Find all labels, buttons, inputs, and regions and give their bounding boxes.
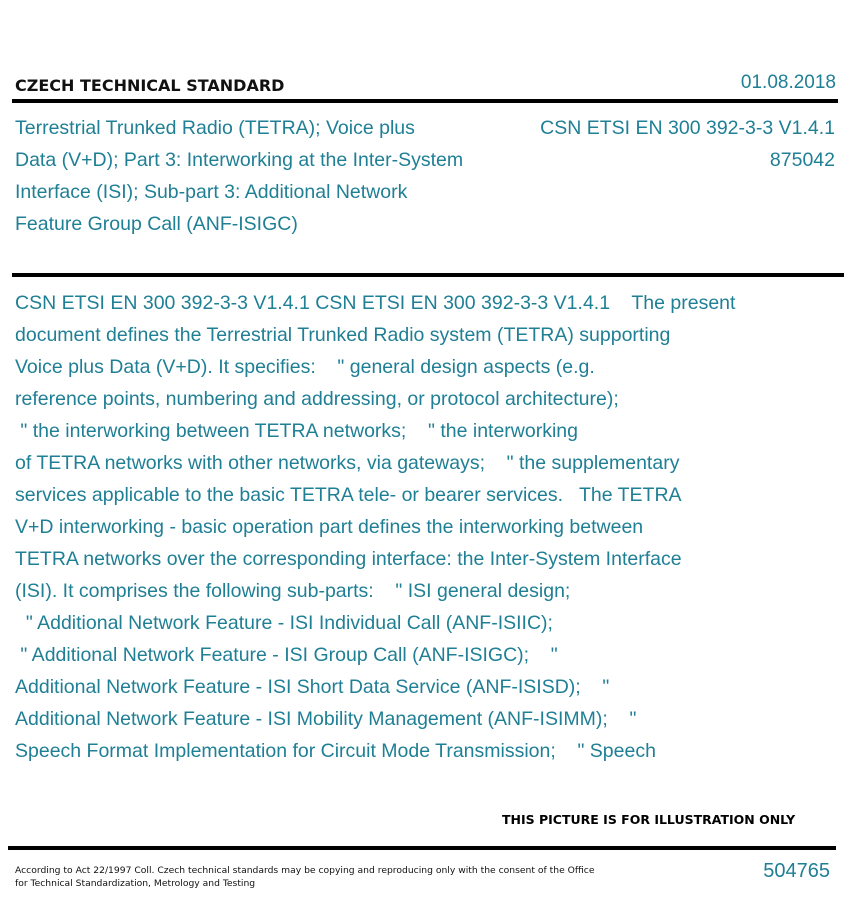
abstract-line: Speech Format Implementation for Circuit Mode Transmission; " Speech	[15, 740, 656, 762]
abstract-line: CSN ETSI EN 300 392-3-3 V1.4.1 CSN ETSI EN 300 392-3-3 V1.4.1 The present	[15, 292, 736, 314]
abstract-line: Additional Network Feature - ISI Mobility Management (ANF-ISIMM); "	[15, 708, 637, 730]
standard-identifiers	[540, 112, 835, 176]
abstract-line: " Additional Network Feature - ISI Group Call (ANF-ISIGC); "	[15, 644, 558, 666]
abstract-line: of TETRA networks with other networks, via gateways; " the supplementary	[15, 452, 680, 474]
illustration-disclaimer: THIS PICTURE IS FOR ILLUSTRATION ONLY	[502, 812, 796, 827]
abstract-line: " the interworking between TETRA networks; " the interworking	[15, 420, 578, 442]
abstract-line: TETRA networks over the corresponding interface: the Inter-System Interface	[15, 548, 682, 570]
abstract-line: (ISI). It comprises the following sub-parts: " ISI general design;	[15, 580, 571, 602]
abstract-line: Voice plus Data (V+D). It specifies: " general design aspects (e.g.	[15, 356, 595, 378]
abstract-line: " Additional Network Feature - ISI Individual Call (ANF-ISIIC);	[15, 612, 553, 634]
footer-number: 504765	[763, 860, 830, 882]
title-line: Interface (ISI); Sub-part 3: Additional Network	[15, 181, 408, 203]
footer-divider	[8, 846, 836, 850]
abstract-line: document defines the Terrestrial Trunked Radio system (TETRA) supporting	[15, 324, 671, 346]
copyright-line: for Technical Standardization, Metrology and Testing	[15, 878, 256, 889]
abstract-line: services applicable to the basic TETRA tele- or bearer services. The TETRA	[15, 484, 682, 506]
abstract-line: V+D interworking - basic operation part defines the interworking between	[15, 516, 644, 538]
publication-date: 01.08.2018	[740, 72, 836, 93]
abstract-text	[15, 287, 845, 767]
abstract-line: reference points, numbering and addressing, or protocol architecture);	[15, 388, 619, 410]
title-line: Feature Group Call (ANF-ISIGC)	[15, 213, 298, 235]
copyright-line: According to Act 22/1997 Coll. Czech technical standards may be copying and reproducing only with the consent of the Office	[15, 865, 595, 876]
copyright-notice	[15, 864, 595, 890]
title-divider	[12, 273, 844, 277]
standard-code: CSN ETSI EN 300 392-3-3 V1.4.1	[540, 117, 835, 139]
catalog-number: 875042	[769, 149, 835, 171]
standard-type-label: CZECH TECHNICAL STANDARD	[15, 76, 285, 95]
standard-title	[15, 112, 515, 240]
title-line: Terrestrial Trunked Radio (TETRA); Voice plus	[15, 117, 415, 139]
header-divider	[12, 99, 838, 103]
title-line: Data (V+D); Part 3: Interworking at the Inter-System	[15, 149, 464, 171]
abstract-line: Additional Network Feature - ISI Short Data Service (ANF-ISISD); "	[15, 676, 610, 698]
